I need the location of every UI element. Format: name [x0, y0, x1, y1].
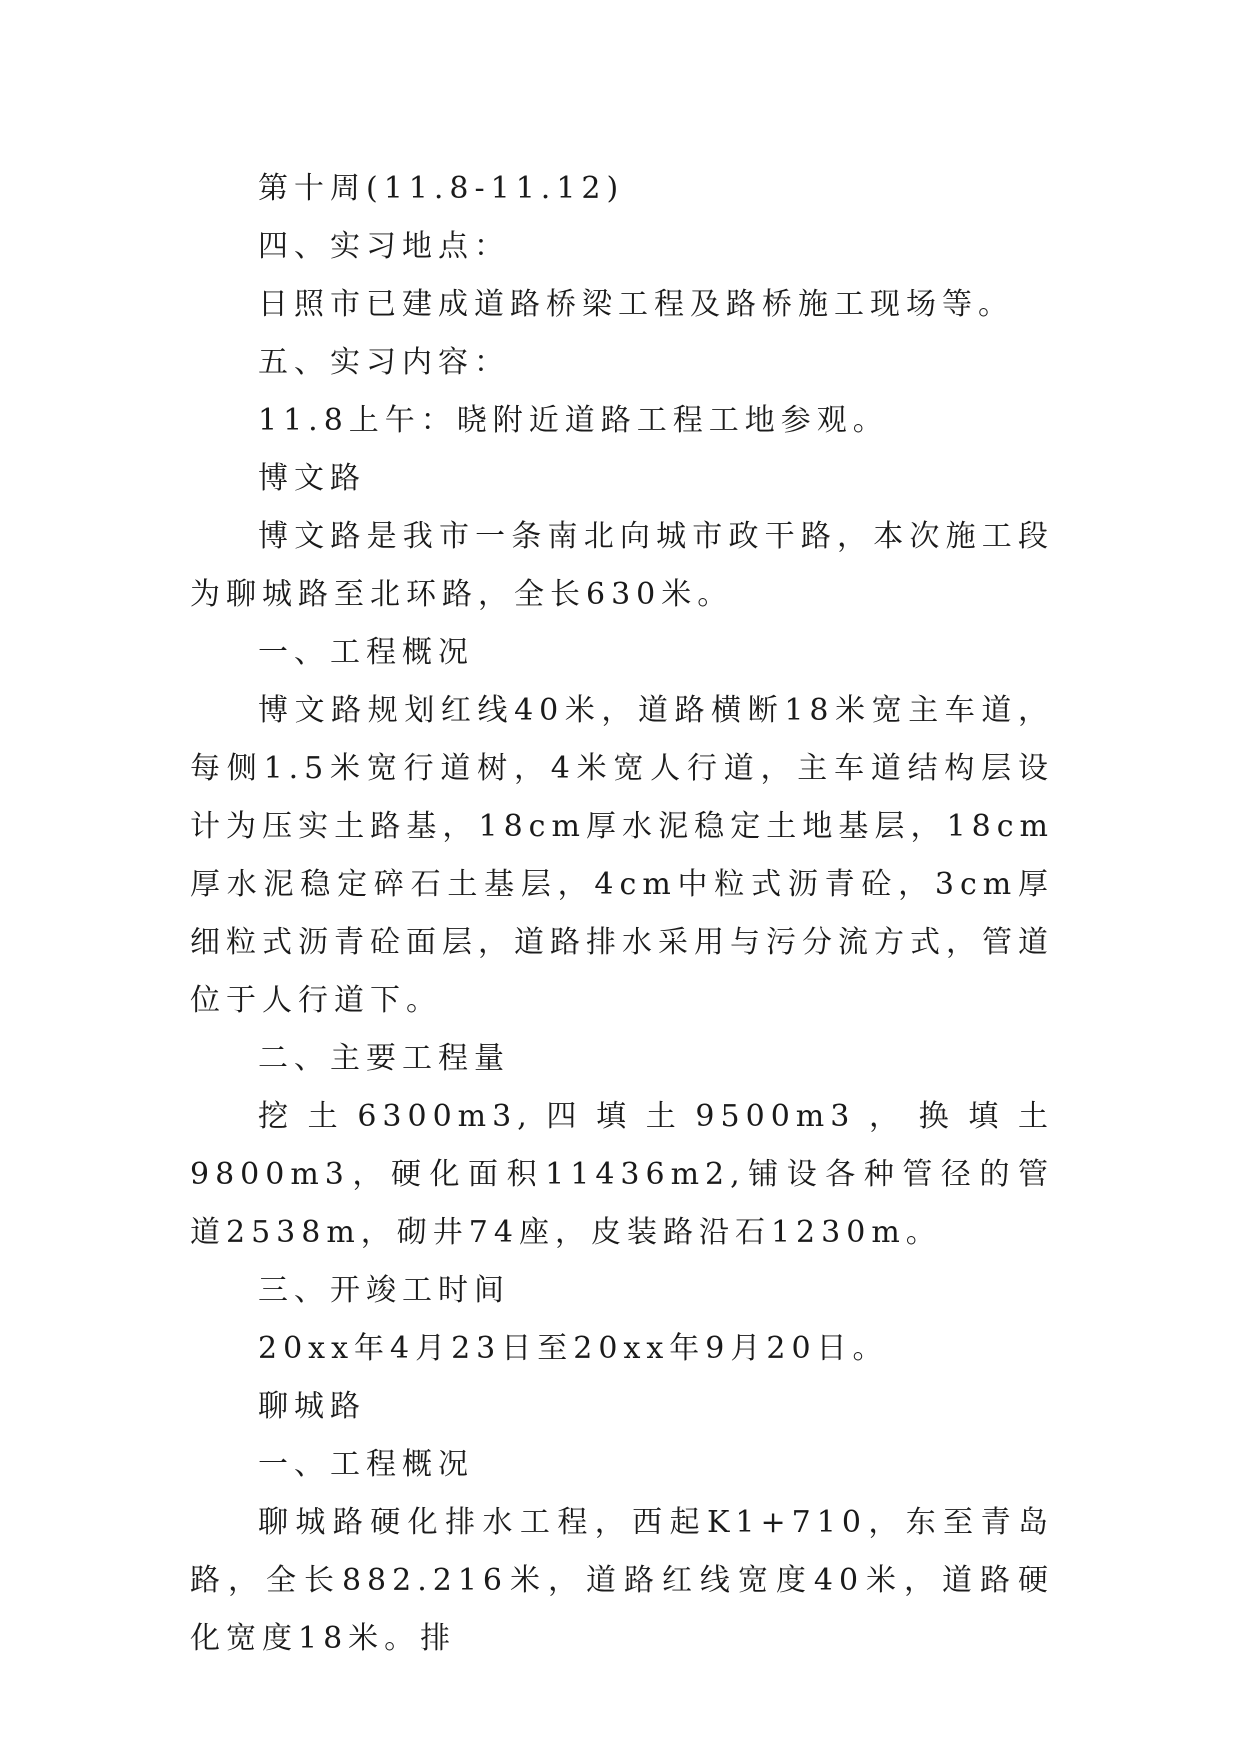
bowen-intro: 博文路是我市一条南北向城市政干路，本次施工段为聊城路至北环路，全长630米。	[190, 519, 1054, 612]
bowen-overview-text: 博文路规划红线40米，道路横断18米宽主车道，每侧1.5米宽行道树，4米宽人行道，主车道结构层设计为压实土路基，18cm厚水泥稳定土地基层，18cm厚水泥稳定碎石土基层，4cm中粒式沥青砼，3cm厚细粒式沥青砼面层，道路排水采用与污分流方式，管道位于人行道下。	[190, 693, 1054, 1018]
road-title-liaocheng: 聊城路	[258, 1389, 366, 1424]
bowen-schedule-text: 20xx年4月23日至20xx年9月20日。	[258, 1331, 889, 1366]
bowen-quantities-text: 挖土6300m3,四填土9500m3，换填土9800m3，硬化面积11436m2,铺设各种管径的管道2538m，砌井74座，皮装路沿石1230m。	[190, 1099, 1054, 1250]
section-heading-content: 五、实习内容：	[258, 345, 510, 380]
road-title-bowen: 博文路	[258, 461, 366, 496]
subheading-overview-2: 一、工程概况	[258, 1447, 474, 1482]
subheading-schedule: 三、开竣工时间	[258, 1273, 510, 1308]
document-body	[190, 160, 1054, 1668]
subheading-overview: 一、工程概况	[258, 635, 474, 670]
section-heading-location: 四、实习地点：	[258, 229, 510, 264]
subheading-quantities: 二、主要工程量	[258, 1041, 510, 1076]
location-text: 日照市已建成道路桥梁工程及路桥施工现场等。	[258, 287, 1014, 322]
week-heading: 第十周(11.8-11.12)	[258, 171, 625, 206]
liaocheng-overview-text: 聊城路硬化排水工程，西起K1+710，东至青岛路，全长882.216米，道路红线宽度40米，道路硬化宽度18米。排	[190, 1505, 1054, 1656]
schedule-entry: 11.8上午：晓附近道路工程工地参观。	[258, 403, 889, 438]
